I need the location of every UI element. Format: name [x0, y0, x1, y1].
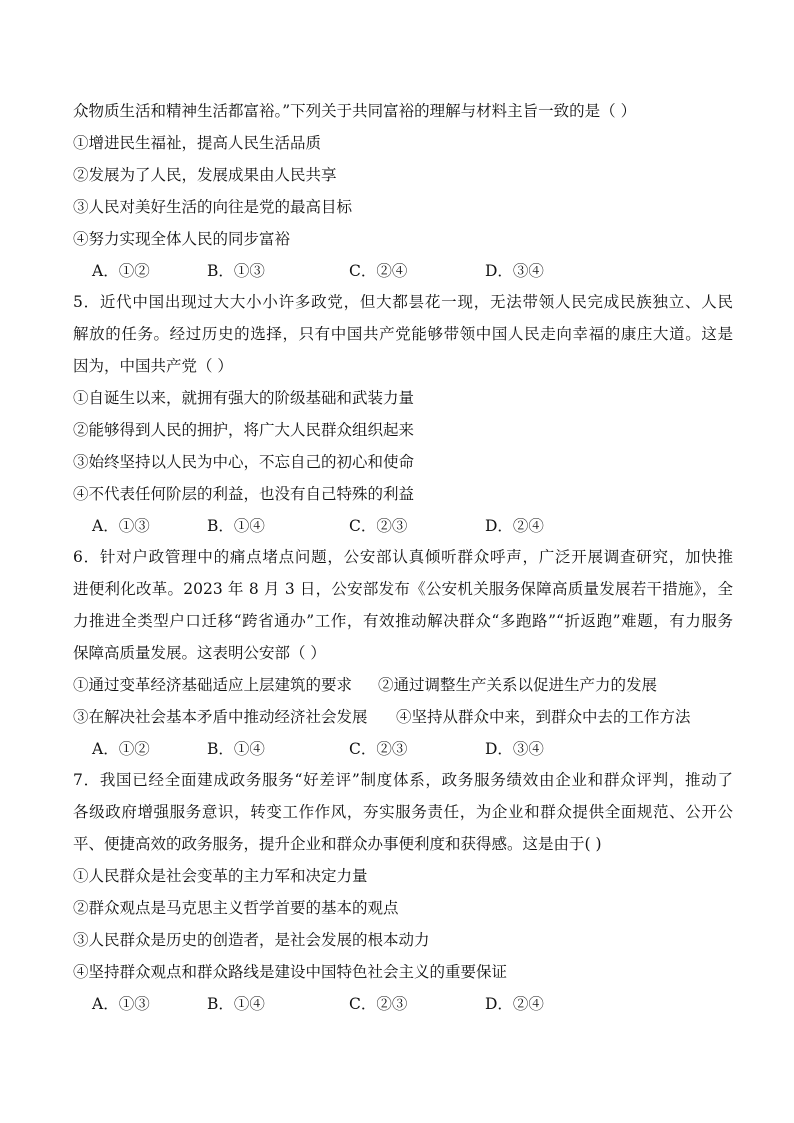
- question-6-statement-2: ②通过调整生产关系以促进生产力的发展: [378, 676, 658, 694]
- question-7-option-d[interactable]: D．②④: [485, 995, 544, 1013]
- question-5-stem-line-3: 因为，中国共产党（ ）: [73, 357, 233, 375]
- question-7-option-b[interactable]: B．①④: [207, 995, 265, 1013]
- question-5-statement-2: ②能够得到人民的拥护，将广大人民群众组织起来: [73, 421, 415, 439]
- question-5-option-d[interactable]: D．②④: [485, 517, 544, 535]
- question-5-option-a[interactable]: A．①③: [92, 517, 150, 535]
- question-4-statement-1: ①增进民生福祉，提高人民生活品质: [73, 134, 322, 152]
- question-6-stem-line-2: 进便利化改革。2023 年 8 月 3 日，公安部发布《公安机关服务保障高质量发展若干措施》，全: [73, 580, 733, 598]
- question-6-stem-line-4: 保障高质量发展。这表明公安部（ ）: [73, 644, 326, 662]
- question-7-statement-2: ②群众观点是马克思主义哲学首要的基本的观点: [73, 899, 399, 917]
- question-7-stem-line-1: 7．我国已经全面建成政务服务“好差评”制度体系，政务服务绩效由企业和群众评判，推动了: [73, 771, 733, 789]
- question-6-statement-1: ①通过变革经济基础适应上层建筑的要求: [73, 676, 353, 694]
- question-7-statement-1: ①人民群众是社会变革的主力军和决定力量: [73, 867, 368, 885]
- question-6-option-b[interactable]: B．①④: [207, 740, 265, 758]
- question-4-option-c[interactable]: C．②④: [349, 262, 408, 280]
- question-5-statement-3: ③始终坚持以人民为中心，不忘自己的初心和使命: [73, 453, 415, 471]
- question-7-option-a[interactable]: A．①③: [92, 995, 150, 1013]
- question-7-stem-line-3: 平、便捷高效的政务服务，提升企业和群众办事便利度和获得感。这是由于( ): [73, 835, 602, 853]
- question-7-stem-line-2: 各级政府增强服务意识，转变工作作风，夯实服务责任，为企业和群众提供全面规范、公开公: [73, 803, 733, 821]
- question-4-statement-4: ④努力实现全体人民的同步富裕: [73, 230, 291, 248]
- question-5-stem-line-1: 5．近代中国出现过大大小小许多政党，但大都昙花一现，无法带领人民完成民族独立、人民: [73, 293, 733, 311]
- question-4-option-d[interactable]: D．③④: [485, 262, 544, 280]
- question-6-statement-4: ④坚持从群众中来，到群众中去的工作方法: [396, 708, 691, 726]
- question-7-statement-4: ④坚持群众观点和群众路线是建设中国特色社会主义的重要保证: [73, 963, 508, 981]
- question-7-option-c[interactable]: C．②③: [349, 995, 408, 1013]
- question-4-option-a[interactable]: A．①②: [92, 262, 150, 280]
- question-5-statement-4: ④不代表任何阶层的利益，也没有自己特殊的利益: [73, 485, 415, 503]
- question-6-stem-line-1: 6．针对户政管理中的痛点堵点问题，公安部认真倾听群众呼声，广泛开展调查研究，加快推: [73, 548, 733, 566]
- question-7-statement-3: ③人民群众是历史的创造者，是社会发展的根本动力: [73, 931, 430, 949]
- question-6-statement-3: ③在解决社会基本矛盾中推动经济社会发展: [73, 708, 368, 726]
- question-4-statement-3: ③人民对美好生活的向往是党的最高目标: [73, 198, 353, 216]
- question-4-statement-2: ②发展为了人民，发展成果由人民共享: [73, 166, 337, 184]
- question-6-option-d[interactable]: D．③④: [485, 740, 544, 758]
- question-6-option-c[interactable]: C．②③: [349, 740, 408, 758]
- question-5-stem-line-2: 解放的任务。经过历史的选择，只有中国共产党能够带领中国人民走向幸福的康庄大道。这是: [73, 325, 733, 343]
- question-4-option-b[interactable]: B．①③: [207, 262, 265, 280]
- question-5-option-c[interactable]: C．②③: [349, 517, 408, 535]
- question-5-option-b[interactable]: B．①④: [207, 517, 265, 535]
- question-4-stem-tail: 众物质生活和精神生活都富裕。”下列关于共同富裕的理解与材料主旨一致的是（ ）: [73, 102, 637, 120]
- question-5-statement-1: ①自诞生以来，就拥有强大的阶级基础和武装力量: [73, 389, 415, 407]
- question-6-option-a[interactable]: A．①②: [92, 740, 150, 758]
- question-6-stem-line-3: 力推进全类型户口迁移“跨省通办”工作，有效推动解决群众“多跑路”“折返跑”难题，有力服务: [73, 612, 733, 630]
